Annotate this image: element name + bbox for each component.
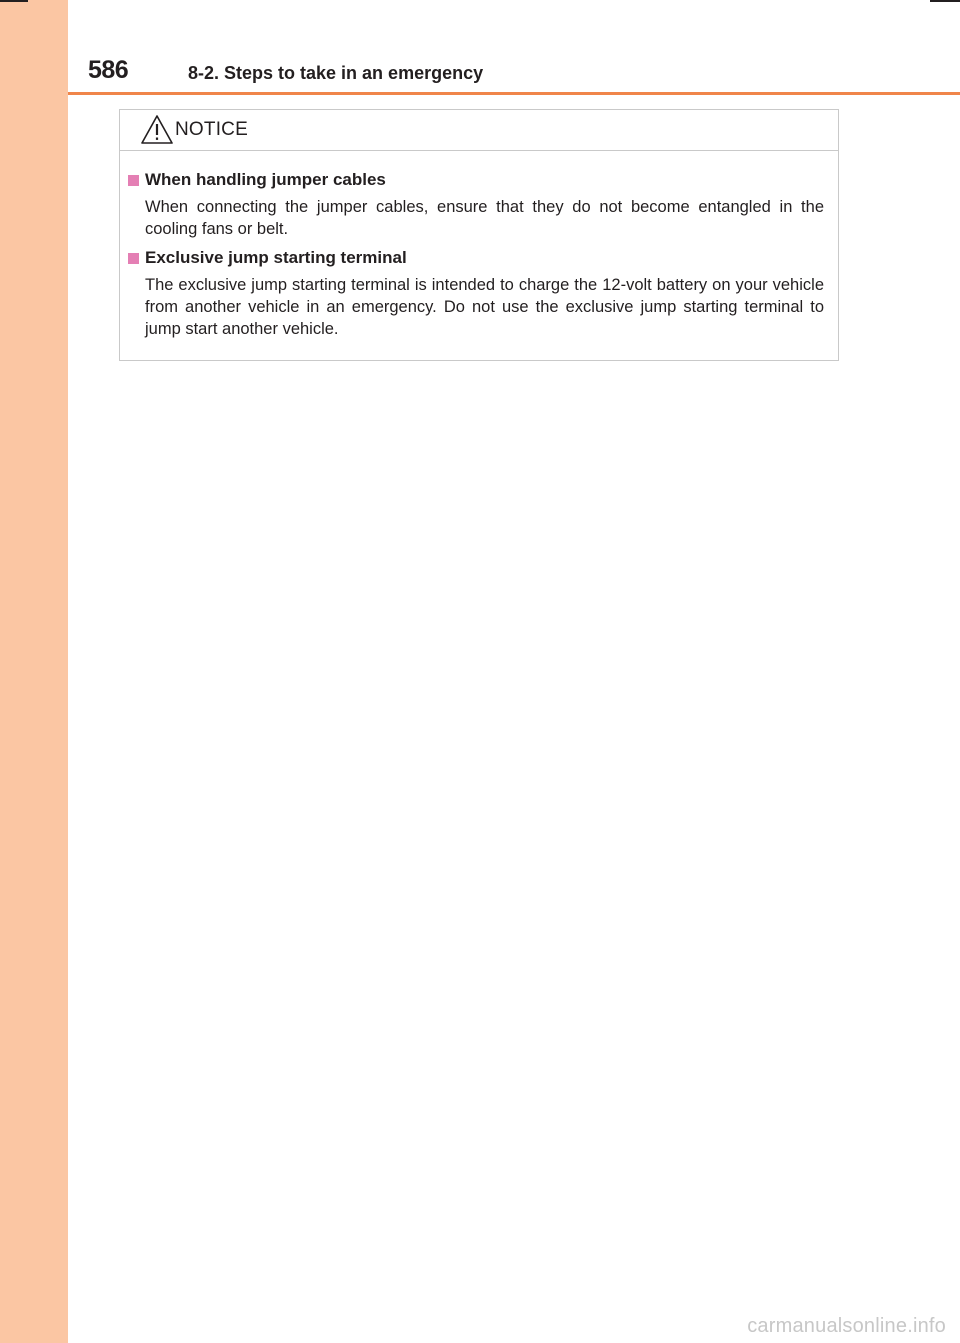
warning-triangle-icon [140, 114, 174, 146]
item-title: Exclusive jump starting terminal [145, 248, 407, 267]
crop-mark-right [930, 0, 960, 2]
square-bullet-icon [128, 175, 139, 186]
notice-item-jumper-cables [120, 170, 838, 240]
header-rule [68, 92, 960, 95]
item-text: When connecting the jumper cables, ensure that they do not become entangled in the cooling fans or belt. [145, 198, 824, 238]
watermark: carmanualsonline.info [747, 1315, 946, 1337]
square-bullet-icon [128, 253, 139, 264]
notice-box [119, 109, 839, 361]
notice-body [120, 151, 838, 340]
item-text: The exclusive jump starting terminal is intended to charge the 12-volt battery on your vehicle from another vehicle in an emergency. Do not use the exclusive jump starting terminal to jump start another vehicle. [145, 276, 824, 338]
side-band [0, 0, 68, 1343]
page-number: 586 [88, 56, 129, 84]
item-title: When handling jumper cables [145, 170, 386, 189]
section-title: 8-2. Steps to take in an emergency [188, 63, 484, 83]
notice-label: NOTICE [175, 119, 248, 140]
crop-mark-left [0, 0, 28, 2]
notice-header [120, 110, 838, 151]
notice-item-jump-terminal [120, 248, 838, 340]
